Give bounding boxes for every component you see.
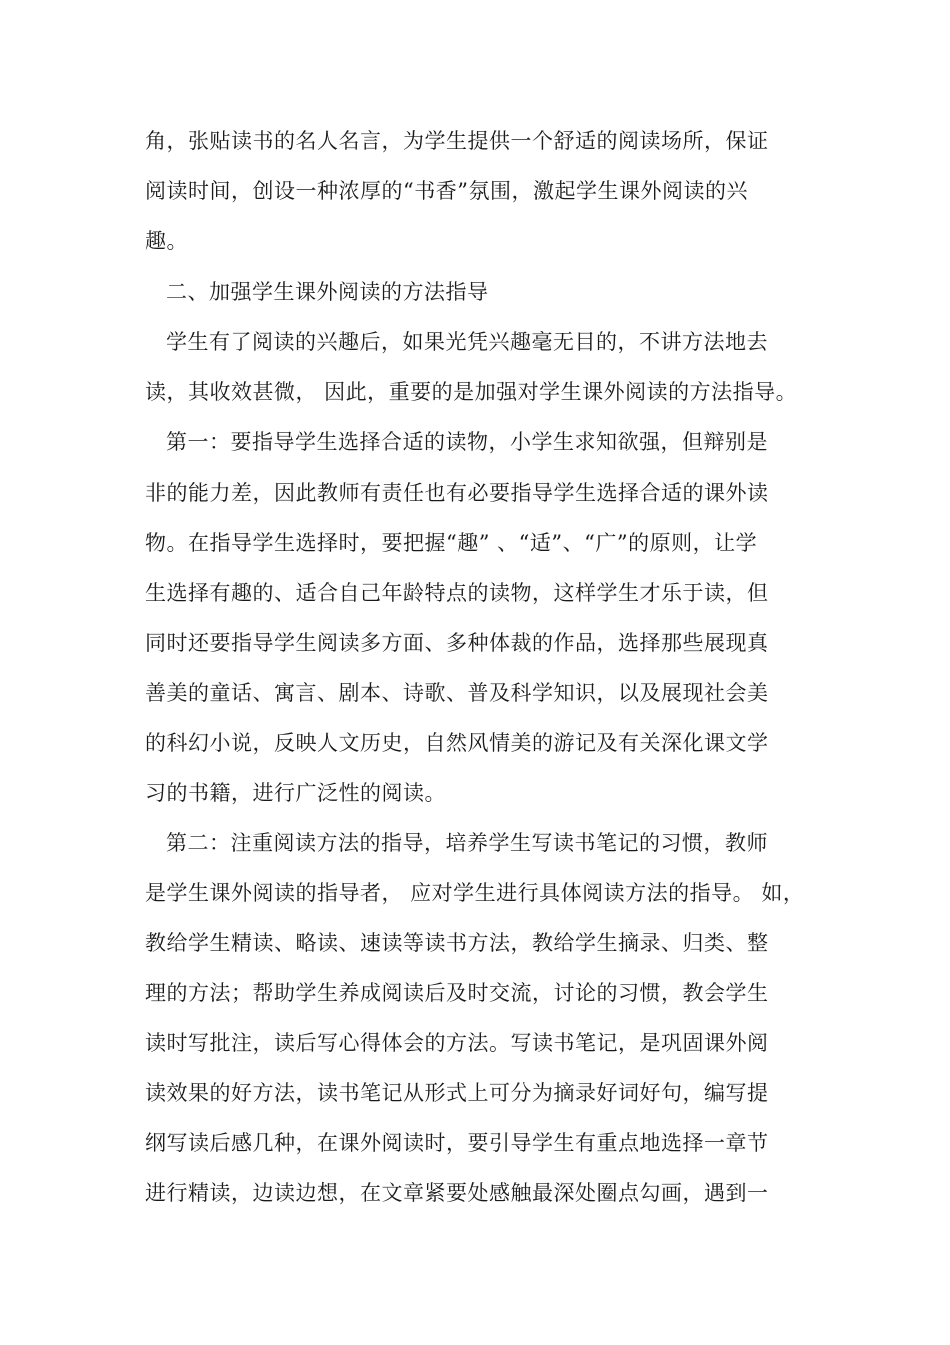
text-line: 习的书籍，进行广泛性的阅读。 [145,781,446,805]
paragraph-first-line: 学生有了阅读的兴趣后，如果光凭兴趣毫无目的，不讲方法地去 [166,330,768,354]
text-line: 的科幻小说，反映人文历史，自然风情美的游记及有关深化课文学 [145,731,769,755]
text-line: 同时还要指导学生阅读多方面、多种体裁的作品，选择那些展现真 [145,631,769,655]
text-line: 非的能力差，因此教师有责任也有必要指导学生选择合适的课外读 [145,481,769,505]
text-line: 善美的童话、寓言、剧本、诗歌、普及科学知识，以及展现社会美 [145,681,769,705]
text-line: 纲写读后感几种，在课外阅读时，要引导学生有重点地选择一章节 [145,1131,769,1155]
text-line: 趣。 [145,229,188,253]
text-line: 理的方法；帮助学生养成阅读后及时交流，讨论的习惯，教会学生 [145,981,769,1005]
text-line: 读时写批注，读后写心得体会的方法。写读书笔记，是巩固课外阅 [145,1031,769,1055]
text-line: 教给学生精读、略读、速读等读书方法，教给学生摘录、归类、整 [145,931,769,955]
section-heading: 二、加强学生课外阅读的方法指导 [166,280,489,304]
text-line: 进行精读，边读边想，在文章紧要处感触最深处圈点勾画，遇到一 [145,1181,769,1205]
paragraph-first-line: 第二：注重阅读方法的指导，培养学生写读书笔记的习惯，教师 [166,831,768,855]
text-line: 阅读时间，创设一种浓厚的“书香”氛围，激起学生课外阅读的兴 [145,179,748,203]
text-line: 物。在指导学生选择时，要把握“趣” 、“适”、“广”的原则，让学 [145,531,758,555]
text-line: 生选择有趣的、适合自己年龄特点的读物，这样学生才乐于读，但 [145,581,769,605]
text-line: 读效果的好方法，读书笔记从形式上可分为摘录好词好句，编写提 [145,1081,769,1105]
paragraph-first-line: 第一：要指导学生选择合适的读物，小学生求知欲强，但辩别是 [166,430,768,454]
text-line: 读，其收效甚微， 因此，重要的是加强对学生课外阅读的方法指导。 [145,380,798,404]
text-line: 角，张贴读书的名人名言，为学生提供一个舒适的阅读场所，保证 [145,129,769,153]
text-line: 是学生课外阅读的指导者， 应对学生进行具体阅读方法的指导。 如， [145,881,805,905]
